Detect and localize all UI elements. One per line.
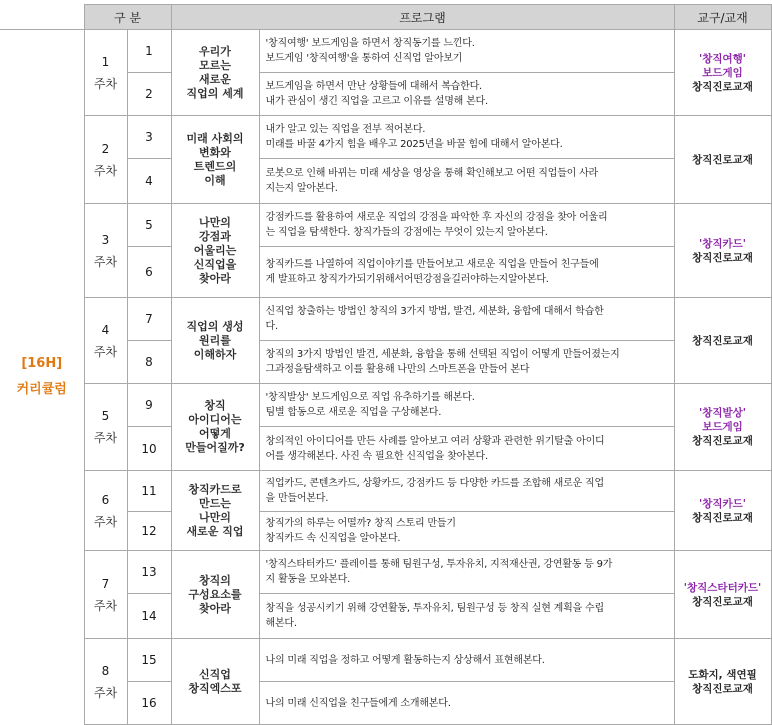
week-unit: 주차 (93, 76, 118, 91)
program-line: 팀별 합동으로 새로운 직업을 구상해본다. (265, 407, 442, 418)
curriculum-side-label (0, 30, 84, 725)
tool-name: 창직진로교재 (692, 511, 753, 524)
theme-line: 나만의 (199, 510, 231, 524)
program-line: 어를 생각해본다. 사진 속 필요한 신직업을 찾아본다. (265, 450, 488, 462)
tool-name: 도화지, 색연필 (688, 668, 757, 681)
tool-highlight: '창직카드' (698, 497, 746, 510)
program-description (259, 384, 674, 427)
theme-line: 신직업 (199, 667, 231, 681)
program-description (259, 30, 674, 73)
theme-line: 나만의 (199, 215, 231, 229)
tools-cell (674, 204, 771, 298)
theme-line: 모르는 (199, 58, 231, 72)
session-row (0, 298, 771, 341)
session-number: 12 (127, 512, 171, 551)
program-line: 창직카드 속 신직업을 알아본다. (265, 533, 401, 544)
program-line: 해본다. (265, 618, 297, 629)
tools-cell (674, 384, 771, 471)
tools-cell (674, 116, 771, 204)
theme-line: 어떻게 (199, 427, 231, 440)
week-theme (171, 116, 259, 204)
tool-highlight: '창직스타터카드' (683, 581, 762, 594)
program-header: 프로그램 (171, 5, 674, 30)
tools-header: 교구/교재 (674, 5, 771, 30)
tool-name: 창직진로교재 (692, 595, 753, 608)
program-line: 그과정을탐색하고 이를 활용해 나만의 스마트폰을 만들어 본다 (265, 364, 530, 375)
theme-line: 미래 사회의 (186, 131, 244, 145)
program-line: 게 발표하고 창직가가되기위해서어떤강점을길러야하는지알아본다. (265, 274, 549, 285)
theme-line: 이해하자 (193, 347, 237, 361)
theme-line: 우리가 (199, 44, 231, 58)
session-number: 6 (127, 247, 171, 298)
program-line: 다. (265, 321, 278, 332)
session-number: 16 (127, 682, 171, 725)
program-line: 강점카드를 활용하여 새로운 직업의 강점을 파악한 후 자신의 강점을 찾아 어울리 (265, 212, 608, 223)
program-line: '창직발상' 보드게임으로 직업 유추하기를 해본다. (265, 392, 475, 403)
curriculum-table (0, 4, 772, 725)
program-description (259, 159, 674, 204)
theme-line: 창직엑스포 (188, 681, 242, 695)
session-number: 4 (127, 159, 171, 204)
week-number: 6 (101, 492, 110, 507)
theme-line: 새로운 직업 (186, 524, 244, 538)
program-description (259, 247, 674, 298)
week-cell (84, 471, 127, 551)
program-line: 신직업 창출하는 방법인 창직의 3가지 방법, 발견, 세분화, 융합에 대해서 학습한 (265, 306, 604, 317)
session-number: 3 (127, 116, 171, 159)
program-line: 보드게임을 하면서 만난 상황들에 대해서 복습한다. (265, 81, 483, 92)
tools-cell (674, 551, 771, 639)
session-row (0, 639, 771, 682)
session-number: 1 (127, 30, 171, 73)
week-unit: 주차 (93, 685, 118, 700)
session-number: 5 (127, 204, 171, 247)
session-number: 15 (127, 639, 171, 682)
program-description (259, 471, 674, 512)
theme-line: 이해 (204, 173, 226, 187)
program-description (259, 594, 674, 639)
week-cell (84, 298, 127, 384)
program-description (259, 639, 674, 682)
session-number: 7 (127, 298, 171, 341)
program-line: 미래를 바꿀 4가지 힘을 배우고 2025년을 바꿀 힘에 대해서 알아본다. (265, 139, 563, 150)
week-number: 5 (101, 409, 110, 423)
session-number: 10 (127, 427, 171, 471)
week-theme (171, 639, 259, 725)
program-line: 창직가의 하루는 어떨까? 창직 스토리 만들기 (265, 518, 456, 529)
week-cell (84, 30, 127, 116)
tool-highlight: '창직발상' (698, 407, 746, 419)
week-theme (171, 551, 259, 639)
session-number: 13 (127, 551, 171, 594)
program-line: '창직여행' 보드게임을 하면서 창직동기를 느낀다. (265, 38, 475, 49)
theme-line: 창직의 (199, 573, 231, 587)
theme-line: 창직 (204, 399, 226, 412)
week-theme (171, 30, 259, 116)
week-number: 3 (101, 232, 110, 247)
curriculum-body (0, 30, 771, 725)
week-number: 2 (101, 141, 110, 156)
theme-line: 원리를 (199, 333, 231, 347)
session-number: 11 (127, 471, 171, 512)
curriculum-hours: [16H] (21, 356, 63, 372)
session-number: 9 (127, 384, 171, 427)
program-line: 나의 미래 직업을 정하고 어떻게 활동하는지 상상해서 표현해본다. (265, 654, 545, 666)
week-theme (171, 384, 259, 471)
week-cell (84, 639, 127, 725)
program-line: 창직의 3가지 방법인 발견, 세분화, 융합을 통해 선택된 직업이 어떻게 만들어졌는지 (265, 349, 620, 360)
tool-highlight: 보드게임 (702, 66, 743, 79)
curriculum-title: 커리큘럼 (16, 382, 67, 398)
week-cell (84, 384, 127, 471)
program-line: 지 활동을 모와본다. (265, 574, 351, 585)
theme-line: 새로운 (199, 72, 231, 86)
side-header-blank (0, 5, 84, 30)
tool-name: 창직진로교재 (692, 80, 753, 93)
program-description (259, 204, 674, 247)
tool-highlight: '창직카드' (698, 237, 746, 250)
program-line: 보드게임 '창직여행'을 통하여 신직업 알아보기 (265, 53, 463, 64)
week-cell (84, 116, 127, 204)
theme-line: 어울리는 (193, 243, 237, 257)
program-line: 는 직업을 탐색한다. 창직가들의 강점에는 무엇이 있는지 알아본다. (265, 227, 548, 238)
theme-line: 만드는 (199, 496, 231, 510)
program-line: 지는지 알아본다. (265, 183, 338, 194)
week-number: 8 (101, 663, 110, 678)
session-row (0, 204, 771, 247)
division-header: 구 분 (84, 5, 171, 30)
theme-line: 강점과 (199, 229, 231, 243)
theme-line: 신직업을 (193, 257, 237, 271)
tool-name: 창직진로교재 (692, 334, 753, 347)
session-number: 8 (127, 341, 171, 384)
session-row (0, 551, 771, 594)
program-description (259, 682, 674, 725)
week-number: 7 (101, 576, 110, 591)
program-description (259, 427, 674, 471)
tools-cell (674, 639, 771, 725)
week-theme (171, 298, 259, 384)
program-description (259, 116, 674, 159)
session-number: 14 (127, 594, 171, 639)
program-line: 창직을 성공시키기 위해 강연활동, 투자유치, 팀원구성 등 창직 실현 계획을 수립 (265, 603, 604, 614)
week-number: 1 (101, 54, 110, 69)
theme-line: 직업의 세계 (186, 86, 244, 100)
session-row (0, 116, 771, 159)
week-unit: 주차 (93, 431, 118, 445)
program-description (259, 551, 674, 594)
session-number: 2 (127, 73, 171, 116)
program-line: 을 만들어본다. (265, 493, 329, 504)
theme-line: 찾아라 (199, 271, 231, 285)
week-unit: 주차 (93, 254, 118, 269)
program-line: 내가 관심이 생긴 직업을 고르고 이유를 설명해 본다. (265, 96, 488, 107)
week-cell (84, 551, 127, 639)
session-row (0, 30, 771, 73)
program-line: 창의적인 아이디어를 만든 사례를 알아보고 여러 상황과 관련한 위기탈출 아이디 (265, 435, 605, 447)
theme-line: 트렌드의 (193, 159, 237, 173)
week-theme (171, 471, 259, 551)
week-number: 4 (101, 322, 110, 337)
tools-cell (674, 471, 771, 551)
program-line: 나의 미래 신직업을 친구들에게 소개해본다. (265, 697, 451, 709)
theme-line: 만들어질까? (185, 441, 245, 454)
program-description (259, 512, 674, 551)
week-unit: 주차 (93, 598, 118, 613)
tool-name: 창직진로교재 (692, 251, 753, 264)
week-unit: 주차 (93, 163, 118, 178)
program-description (259, 341, 674, 384)
week-unit: 주차 (93, 514, 118, 529)
theme-line: 구성요소를 (188, 587, 242, 601)
tools-cell (674, 298, 771, 384)
week-theme (171, 204, 259, 298)
theme-line: 직업의 생성 (186, 319, 244, 333)
program-description (259, 298, 674, 341)
theme-line: 창직카드로 (188, 482, 242, 496)
program-line: 로봇으로 인해 바뀌는 미래 세상을 영상을 통해 확인해보고 어떤 직업들이 사라 (265, 168, 599, 179)
session-row (0, 471, 771, 512)
tool-name: 창직진로교재 (692, 682, 753, 695)
tool-name: 창직진로교재 (692, 435, 753, 447)
theme-line: 변화와 (199, 145, 231, 159)
program-description (259, 73, 674, 116)
tool-name: 창직진로교재 (692, 153, 753, 166)
program-line: 직업카드, 콘텐츠카드, 상황카드, 강점카드 등 다양한 카드를 조합해 새로운 직업 (265, 478, 604, 489)
theme-line: 아이디어는 (188, 413, 242, 426)
header-row (0, 5, 771, 30)
session-row (0, 384, 771, 427)
program-line: '창직스타터카드' 플레이를 통해 팀원구성, 투자유치, 지적재산권, 강연활동 등 9가 (265, 559, 613, 570)
program-line: 창직카드를 나열하여 직업이야기를 만들어보고 새로운 직업을 만들어 친구들에 (265, 259, 599, 270)
program-line: 내가 알고 있는 직업을 전부 적어본다. (265, 124, 426, 135)
tool-highlight: '창직여행' (698, 52, 746, 65)
week-unit: 주차 (93, 344, 118, 359)
week-cell (84, 204, 127, 298)
theme-line: 찾아라 (199, 601, 231, 615)
tools-cell (674, 30, 771, 116)
tool-highlight: 보드게임 (702, 421, 743, 433)
